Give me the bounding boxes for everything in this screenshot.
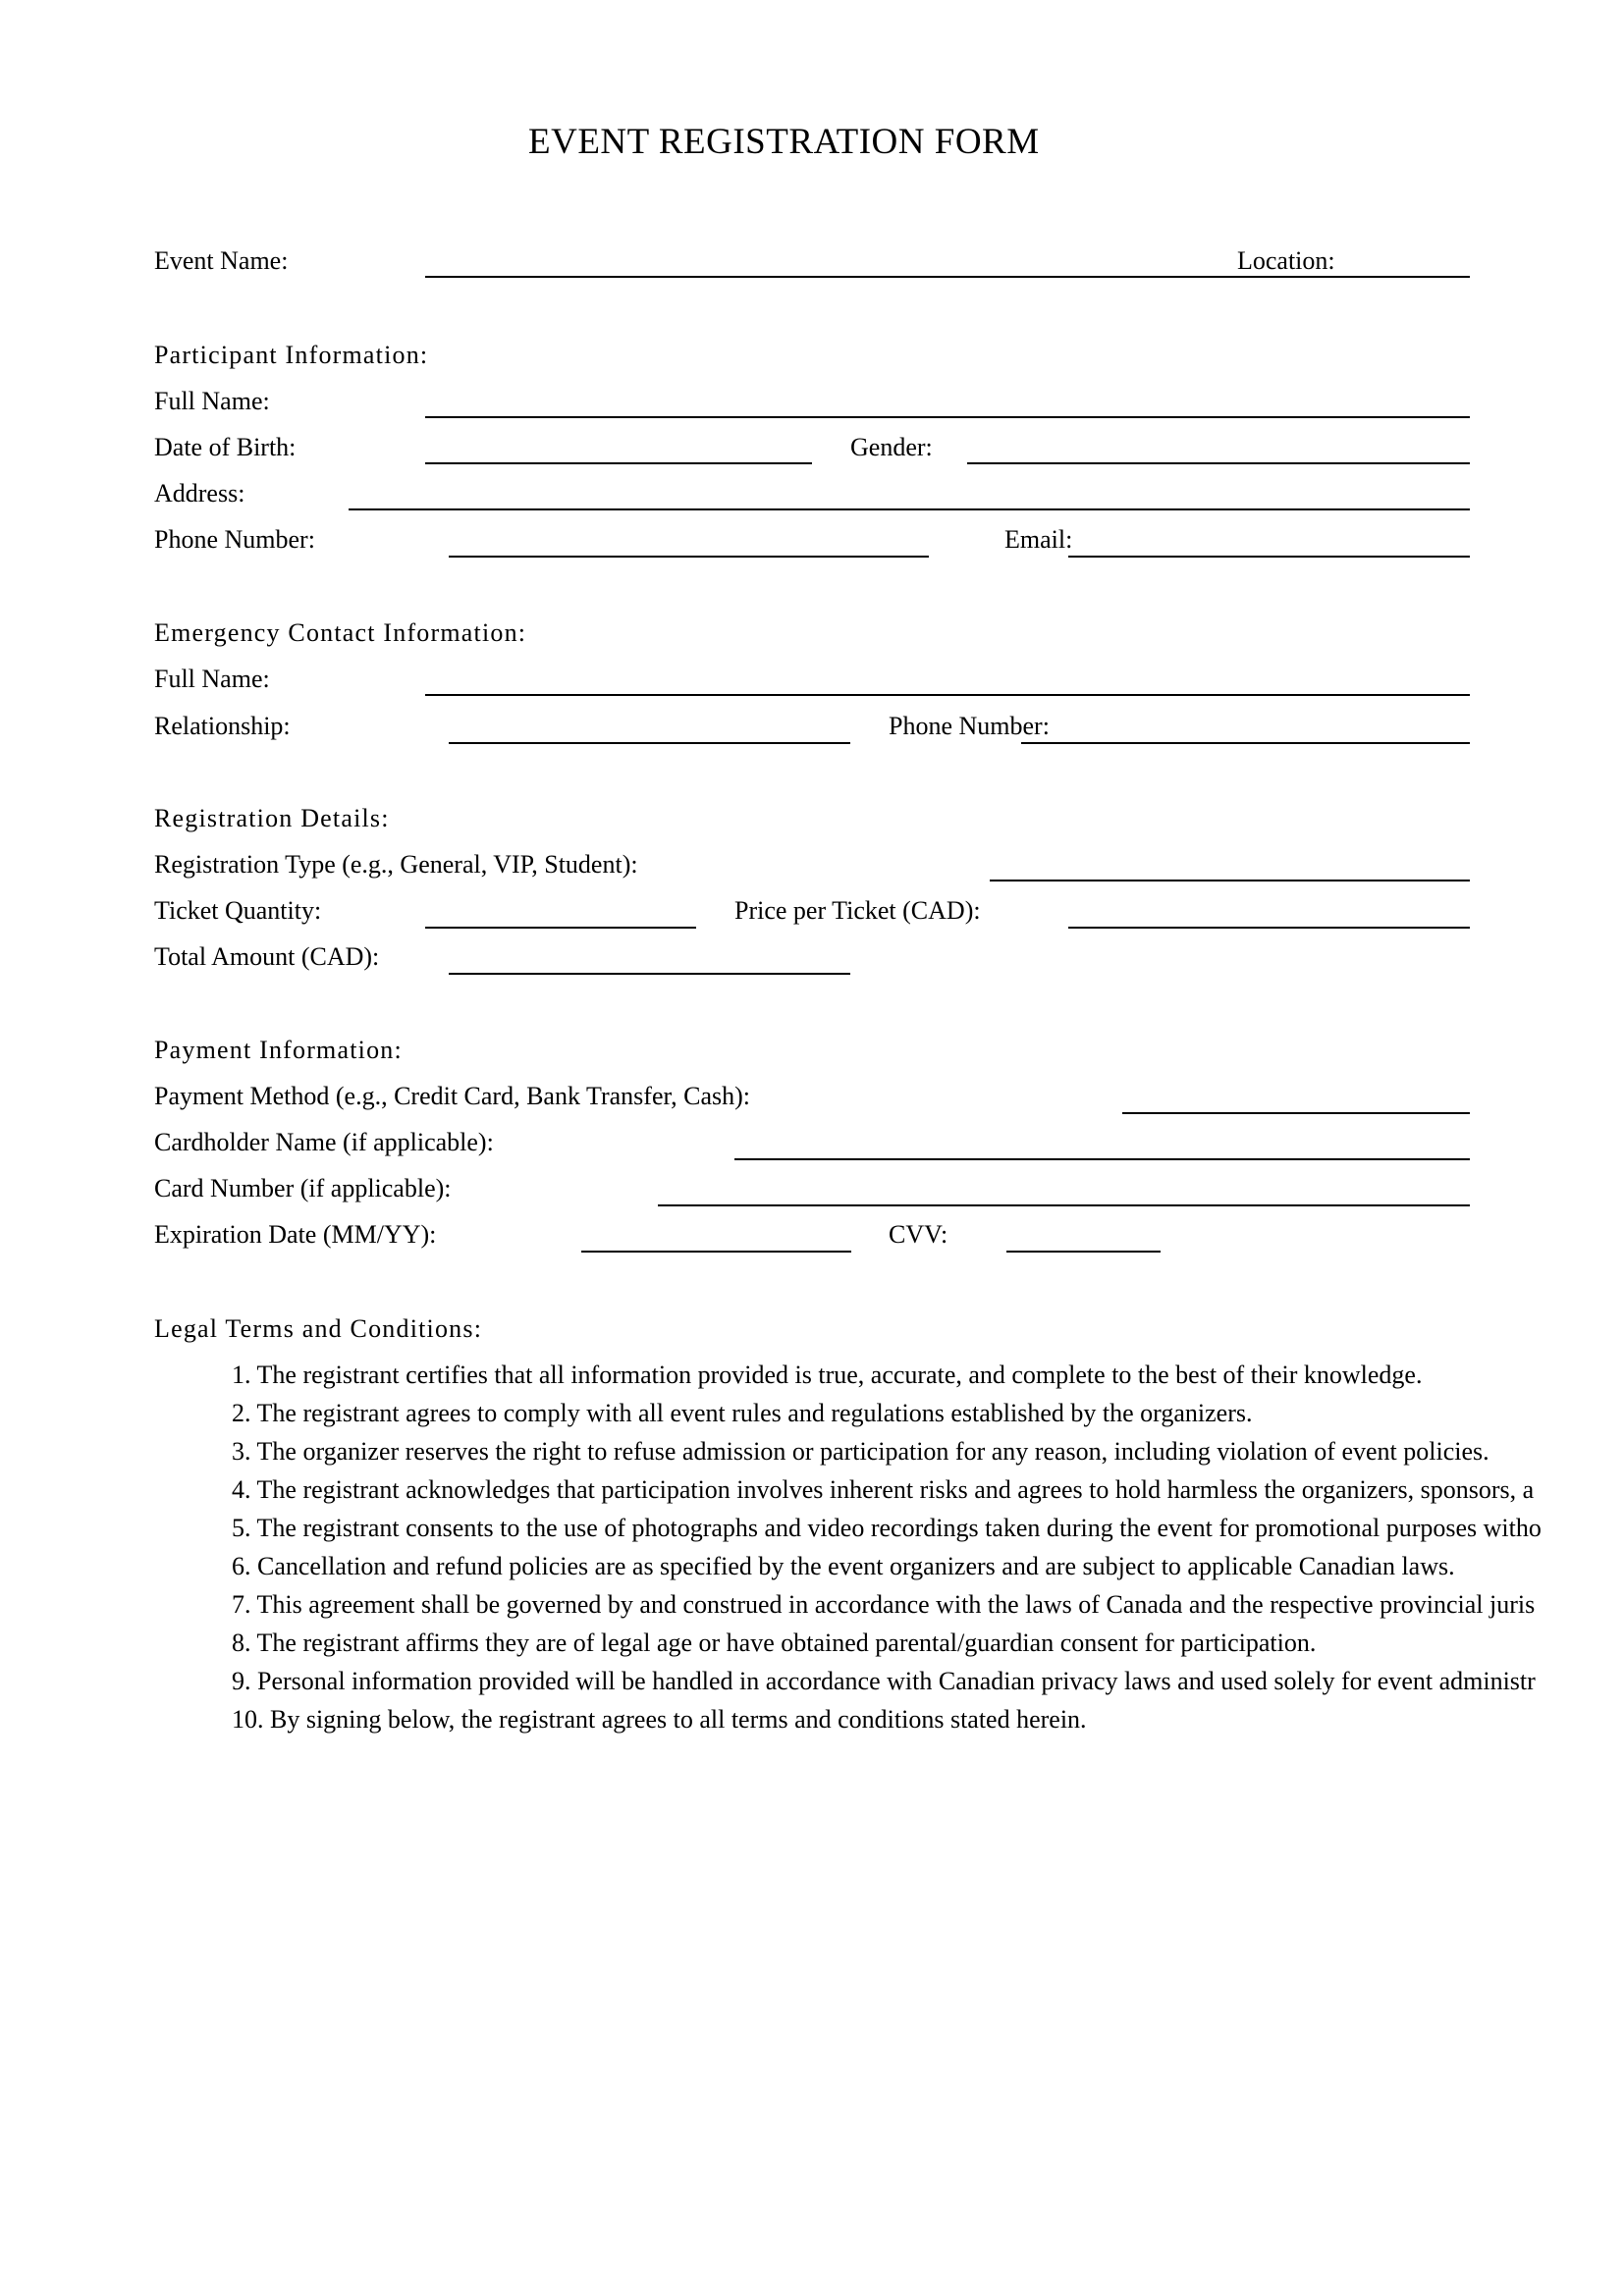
location-label: Location: — [1237, 246, 1335, 275]
legal-term-item: 10. By signing below, the registrant agrees to all terms and conditions stated herein. — [232, 1705, 1087, 1734]
emergency-full-name-field[interactable] — [425, 694, 1470, 696]
cvv-field[interactable] — [1006, 1251, 1161, 1253]
participant-section-heading: Participant Information: — [154, 341, 429, 369]
emergency-full-name-label: Full Name: — [154, 665, 270, 693]
relationship-label: Relationship: — [154, 712, 291, 740]
legal-term-item: 9. Personal information provided will be handled in accordance with Canadian privacy laws and used solely for event administr — [232, 1667, 1536, 1695]
emergency-phone-label: Phone Number: — [889, 712, 1050, 740]
price-per-ticket-field[interactable] — [1068, 927, 1470, 929]
legal-term-item: 7. This agreement shall be governed by and construed in accordance with the laws of Canada and the respective provincial juris — [232, 1590, 1536, 1619]
participant-full-name-field[interactable] — [425, 416, 1470, 418]
event-name-label: Event Name: — [154, 246, 289, 275]
address-label: Address: — [154, 479, 245, 507]
legal-term-item: 3. The organizer reserves the right to refuse admission or participation for any reason, including violation of event policies. — [232, 1437, 1489, 1466]
legal-term-item: 8. The registrant affirms they are of legal age or have obtained parental/guardian consent for participation. — [232, 1629, 1317, 1657]
legal-term-item: 1. The registrant certifies that all information provided is true, accurate, and complete to the best of their knowledge. — [232, 1361, 1423, 1389]
gender-field[interactable] — [967, 462, 1470, 464]
expiration-date-label: Expiration Date (MM/YY): — [154, 1220, 437, 1249]
gender-label: Gender: — [850, 433, 933, 461]
emergency-section-heading: Emergency Contact Information: — [154, 618, 527, 647]
registration-section-heading: Registration Details: — [154, 804, 390, 832]
cardholder-name-label: Cardholder Name (if applicable): — [154, 1128, 494, 1156]
emergency-phone-field[interactable] — [1021, 742, 1470, 744]
email-field[interactable] — [1068, 556, 1470, 558]
price-per-ticket-label: Price per Ticket (CAD): — [734, 896, 981, 925]
form-title: EVENT REGISTRATION FORM — [528, 122, 1040, 162]
expiration-date-field[interactable] — [581, 1251, 851, 1253]
address-field[interactable] — [349, 508, 1470, 510]
participant-full-name-label: Full Name: — [154, 387, 270, 415]
legal-term-item: 4. The registrant acknowledges that participation involves inherent risks and agrees to hold harmless the organizers, sponsors, a — [232, 1475, 1535, 1504]
ticket-quantity-label: Ticket Quantity: — [154, 896, 322, 925]
total-amount-field[interactable] — [449, 973, 850, 975]
email-label: Email: — [1004, 525, 1073, 554]
event-name-field[interactable] — [425, 276, 1470, 278]
registration-type-label: Registration Type (e.g., General, VIP, Student): — [154, 850, 638, 879]
card-number-field[interactable] — [658, 1204, 1470, 1206]
date-of-birth-field[interactable] — [425, 462, 812, 464]
total-amount-label: Total Amount (CAD): — [154, 942, 380, 971]
date-of-birth-label: Date of Birth: — [154, 433, 297, 461]
payment-method-field[interactable] — [1122, 1112, 1470, 1114]
ticket-quantity-field[interactable] — [425, 927, 696, 929]
legal-term-item: 5. The registrant consents to the use of photographs and video recordings taken during the event for promotional purposes witho — [232, 1514, 1542, 1542]
payment-section-heading: Payment Information: — [154, 1036, 403, 1064]
cvv-label: CVV: — [889, 1220, 948, 1249]
legal-section-heading: Legal Terms and Conditions: — [154, 1314, 483, 1343]
cardholder-name-field[interactable] — [734, 1158, 1470, 1160]
card-number-label: Card Number (if applicable): — [154, 1174, 452, 1202]
participant-phone-label: Phone Number: — [154, 525, 315, 554]
payment-method-label: Payment Method (e.g., Credit Card, Bank Transfer, Cash): — [154, 1082, 750, 1110]
legal-term-item: 2. The registrant agrees to comply with all event rules and regulations established by the organizers. — [232, 1399, 1253, 1427]
legal-term-item: 6. Cancellation and refund policies are as specified by the event organizers and are subject to applicable Canadian laws. — [232, 1552, 1455, 1580]
registration-type-field[interactable] — [990, 880, 1470, 881]
relationship-field[interactable] — [449, 742, 850, 744]
participant-phone-field[interactable] — [449, 556, 929, 558]
